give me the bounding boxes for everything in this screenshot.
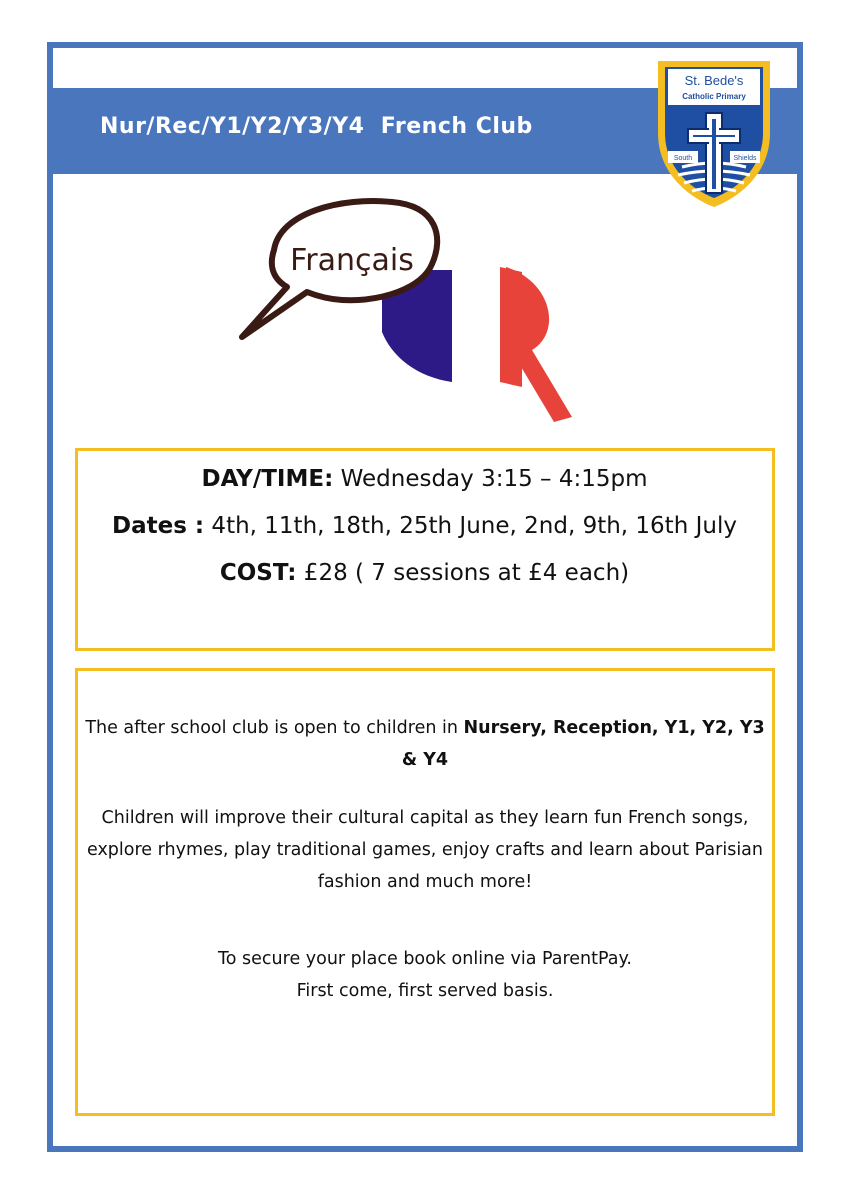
day-time-label: DAY/TIME: [201,466,334,492]
cost-value: £28 ( 7 sessions at £4 each) [296,560,630,586]
booking-line-2: First come, first served basis. [296,981,554,1001]
cost-line [0,560,849,586]
day-time-line [0,466,849,492]
cross-shield-icon [652,55,776,210]
booking-line-1: To secure your place book online via ParentPay. [218,949,632,969]
booking-paragraph [80,943,770,1007]
logo-text: Français [290,243,414,278]
crest-town-left: South [673,155,693,162]
dates-line [0,513,849,539]
eligibility-years: Nursery, Reception, Y1, Y2, Y3 & Y4 [401,718,765,770]
eligibility-text: The after school club is open to children in [85,718,464,738]
crest-subtitle: Catholic Primary [682,92,746,101]
eligibility-paragraph [80,712,770,776]
day-time-value: Wednesday 3:15 – 4:15pm [333,466,648,492]
dates-label: Dates : [112,513,205,539]
dates-value: 4th, 11th, 18th, 25th June, 2nd, 9th, 16th July [204,513,737,539]
speech-bubble-fr-icon [232,192,582,427]
description-paragraph: Children will improve their cultural capital as they learn fun French songs, explore rhymes, play traditional games, enjoy crafts and learn about Parisian fashion and much more! [86,808,763,892]
crest-town-right: Shields [733,155,757,162]
cost-label: COST: [219,560,297,586]
page-title: Nur/Rec/Y1/Y2/Y3/Y4 French Club [100,114,533,139]
crest-name: St. Bede's [684,73,744,88]
